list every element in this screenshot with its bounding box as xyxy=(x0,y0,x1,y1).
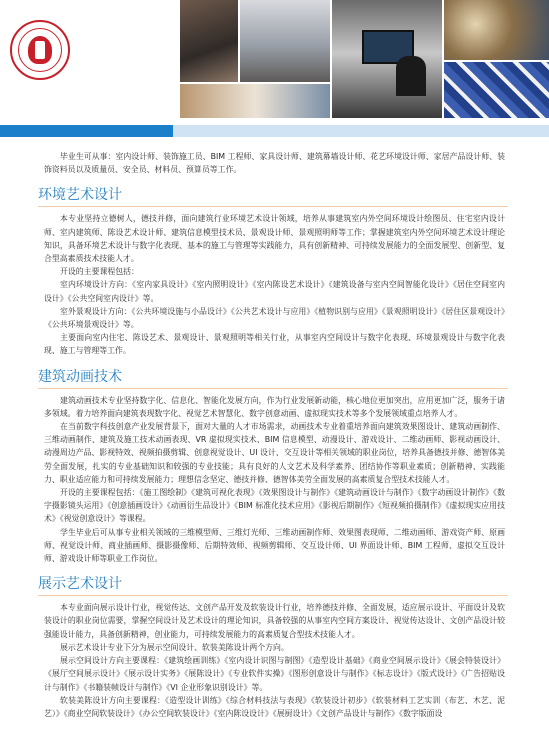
section-rule xyxy=(38,388,508,389)
section-rule xyxy=(38,206,508,207)
paragraph: 本专业面向展示设计行业，视觉传达、文创产品开发及软装设计行业，培养德技并修、全面发展，适应展示设计、平面设计及软装设计的职业岗位需要，掌握空间设计及艺术设计的理论知识，具备较强的从事室内空间方案设计、视觉传达设计、文创产品设计较强能设计能力，具备创新精神，创业能力，可持续发展能力的高素质复合型技术技能人才。 xyxy=(44,603,505,639)
photo-collage xyxy=(180,0,549,118)
paragraph: 展示空间设计方向主要课程：《建筑绘画训练》《室内设计识图与制图》《造型设计基础》《商业空间展示设计》《展会特装设计》《展厅空间展示设计》《展示设计实务》《展陈设计》《专业软件实操》《图形创意设计与制作》《标志设计》《版式设计》《广告招贴设计与制作》《书籍装帧设计与制作》《VI 企业形象识别设计》等。 xyxy=(44,656,505,692)
paragraph: 开设的主要课程包括： xyxy=(60,267,139,277)
paragraph: 建筑动画技术专业坚持数字化、信息化、智能化发展方向，作为行业发展新动能，核心地位更加突出，应用更加广泛，服务于诸多领域。着力培养面向建筑表现数字化、视觉艺术智慧化、数字创意动画、虚拟现实技术等多个发展领域重点培养人才。 xyxy=(44,395,505,418)
paragraph: 在当前数字科技创意产业发展背景下，面对大量的人才市场需求，动画技术专业着重培养面向建筑效果图设计、建筑动画制作、三维动画制作、建筑及施工技术动画表现、VR 虚拟现实技术、BIM 信息模型、动漫设计、游戏设计、二维动画师、影视动画设计、动漫周边产品、影视特效、视频拍摄剪辑、创意视觉设计、UI 设计、交互设计等相关领域的职业岗位，培养具备德技并修、德智体美劳全面发展，扎实的专业基础知识和较强的专业技能；具有良好的人文艺术及科学素养、团结协作等职业素质；创新精神、实践能力、职业适应能力和可持续发展能力；理想信念坚定、德技并修、德智体美劳全面发展的高素质复合型技术技能人才。 xyxy=(44,422,505,484)
photo-interior xyxy=(180,84,330,118)
header-banner xyxy=(0,0,549,118)
paragraph: 室外景观设计方向：《公共环境设施与小品设计》《公共艺术设计与应用》《植物识别与应用》《景观照明设计》《居住区景观设计》《公共环境景观设计》等。 xyxy=(44,306,505,330)
section-title-environment: 环境艺术设计 xyxy=(38,187,122,204)
paragraph: 本专业坚持立德树人，德技并修，面向建筑行业环境艺术设计领域，培养从事建筑室内外空间环境设计绘图员、住宅室内设计师、室内建筑师、陈设艺术设计师、建筑信息模型技术员、景观设计师、景观照明师等工作；掌握建筑室内外空间环境艺术设计理论知识，具备环境艺术设计与数字化表现、基本的施工与管理等实践能力，具有创新精神、可持续发展能力的全面发展型、创新型、复合型高素质技术技能人才。 xyxy=(44,214,505,264)
section-title-animation: 建筑动画技术 xyxy=(38,368,122,385)
logo-area xyxy=(0,0,180,118)
photo-textile-pattern xyxy=(444,62,549,118)
paragraph: 室内环境设计方向：《室内家具设计》《室内照明设计》《室内陈设艺术设计》《建筑设备与室内空间智能化设计》《居住空间室内设计》《公共空间室内设计》等。 xyxy=(44,280,505,303)
photo-gallery xyxy=(240,0,330,82)
section-rule xyxy=(38,595,508,596)
photo-ceramics xyxy=(444,0,549,60)
paragraph: 开设的主要课程包括：《施工图绘制》《建筑可视化表现》《效果图设计与制作》《建筑动画设计与制作》《数字动画设计制作》《数字摄影镜头运用》《创意插画设计》《动画衍生品设计》《BIM 标准化技术应用》《影视后期制作》《短视频拍摄制作》《虚拟现实应用技术》《视觉创意设计》等课程。 xyxy=(44,488,505,524)
school-logo-icon xyxy=(10,20,70,80)
accent-band xyxy=(0,125,549,137)
paragraph: 展示艺术设计专业下分为展示空间设计、软装美陈设计两个方向。 xyxy=(60,642,289,652)
photo-exhibition xyxy=(180,0,238,82)
paragraph: 主要面向室内住宅、陈设艺术、景观设计、景观照明等相关行业，从事室内空间设计与数字化表现、环境景观设计与数字化表现、施工与管理等工作。 xyxy=(44,333,505,356)
intro-paragraph: 毕业生可从事：室内设计师、装饰施工员、BIM 工程师、家具设计师、建筑幕墙设计师、花艺环境设计师、家居产品设计师、装饰资料员以及质量员、安全员、材料员、预算员等工作。 xyxy=(44,152,505,175)
paragraph: 学生毕业后可从事专业相关领域的三维模型师、三维灯光师、三维动画制作师、效果图表现师、二维动画师、游戏资产师、原画师、视觉设计师、商业插画师、摄影摄像师、后期特效师、视频剪辑师、交互设计师、UI 界面设计师、BIM 工程师、虚拟交互设计师、游戏设计师等职业工作岗位。 xyxy=(44,527,505,564)
paragraph: 软装美陈设计方向主要课程：《造型设计训练》《综合材料技法与表现》《软装设计初步》《软装材料工艺实训（布艺、木艺、泥艺）》《商业空间软装设计》《办公空间软装设计》《室内陈设设计》《展厨设计》《文创产品设计与制作》《数字版面设 xyxy=(44,695,505,718)
photo-computer-lab xyxy=(332,0,442,118)
section-title-exhibition: 展示艺术设计 xyxy=(38,576,122,593)
document-body xyxy=(0,150,549,720)
